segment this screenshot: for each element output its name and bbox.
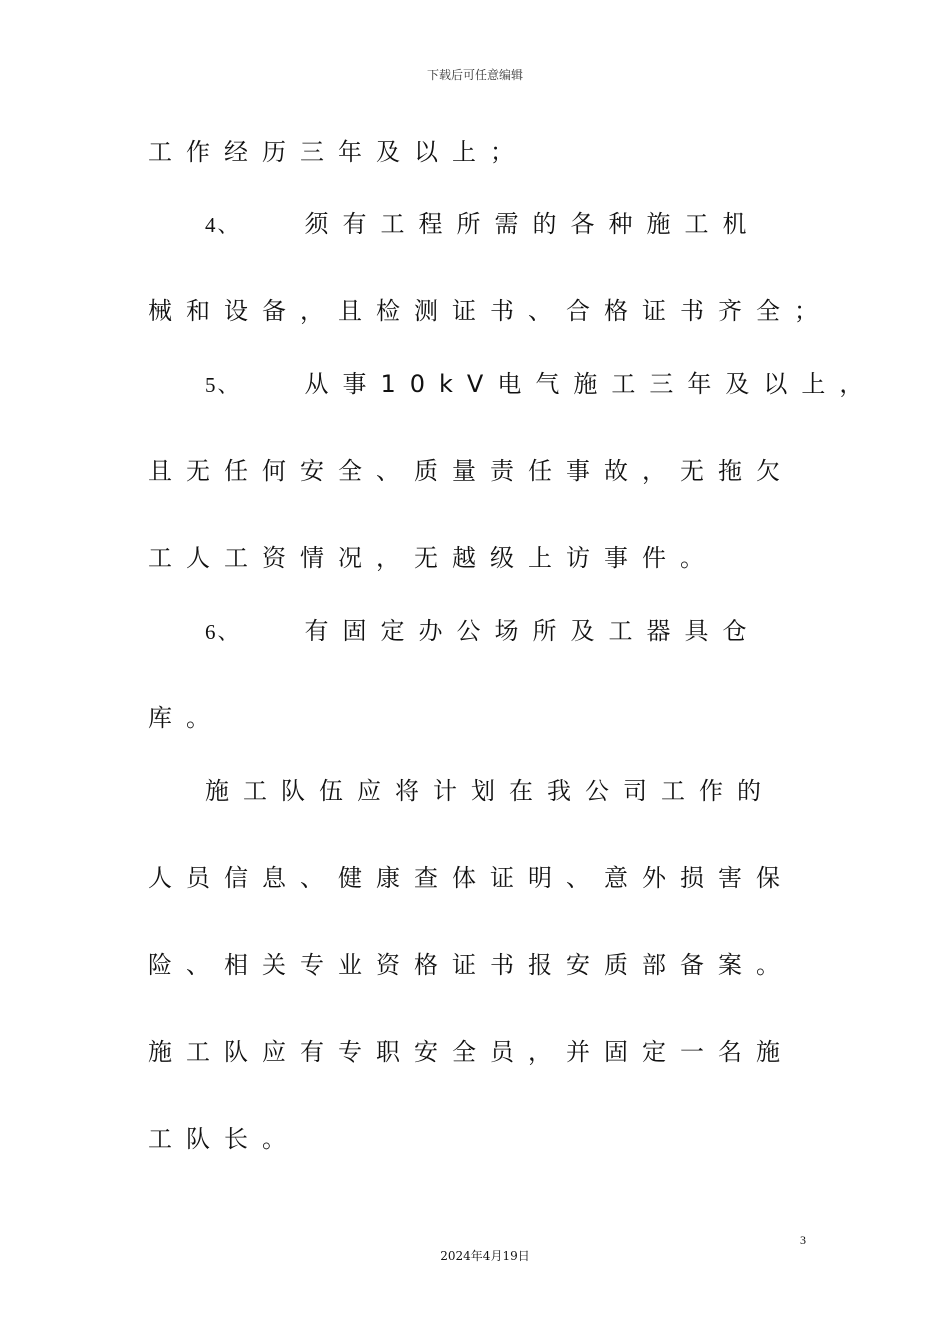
page-footer-date: 2024年4月19日 (440, 1249, 530, 1263)
item-number: 6、 (205, 620, 241, 644)
list-item (205, 209, 761, 240)
list-item (205, 369, 877, 400)
list-item (205, 616, 761, 647)
page-header: 下载后可任意编辑 (426, 68, 523, 82)
item-number: 4、 (205, 213, 241, 237)
item-text: 须有工程所需的各种施工机 (304, 210, 761, 238)
page-number: 3 (800, 1233, 806, 1247)
item-text: 从事10kV电气施工三年及以上， (304, 370, 878, 398)
body-line: 工队长。 (148, 1125, 300, 1153)
body-line: 险、相关专业资格证书报安质部备案。 (148, 951, 794, 979)
body-line: 施工队应有专职安全员，并固定一名施 (148, 1038, 794, 1066)
item-number: 5、 (205, 373, 241, 397)
body-line: 工人工资情况，无越级上访事件。 (148, 544, 718, 572)
paragraph-start: 施工队伍应将计划在我公司工作的 (205, 777, 775, 805)
body-line: 械和设备，且检测证书、合格证书齐全； (148, 297, 832, 325)
body-line: 人员信息、健康查体证明、意外损害保 (148, 864, 794, 892)
body-line: 工作经历三年及以上； (148, 138, 528, 166)
item-text: 有固定办公场所及工器具仓 (304, 617, 761, 645)
body-line: 且无任何安全、质量责任事故，无拖欠 (148, 457, 794, 485)
body-line: 库。 (148, 704, 224, 732)
